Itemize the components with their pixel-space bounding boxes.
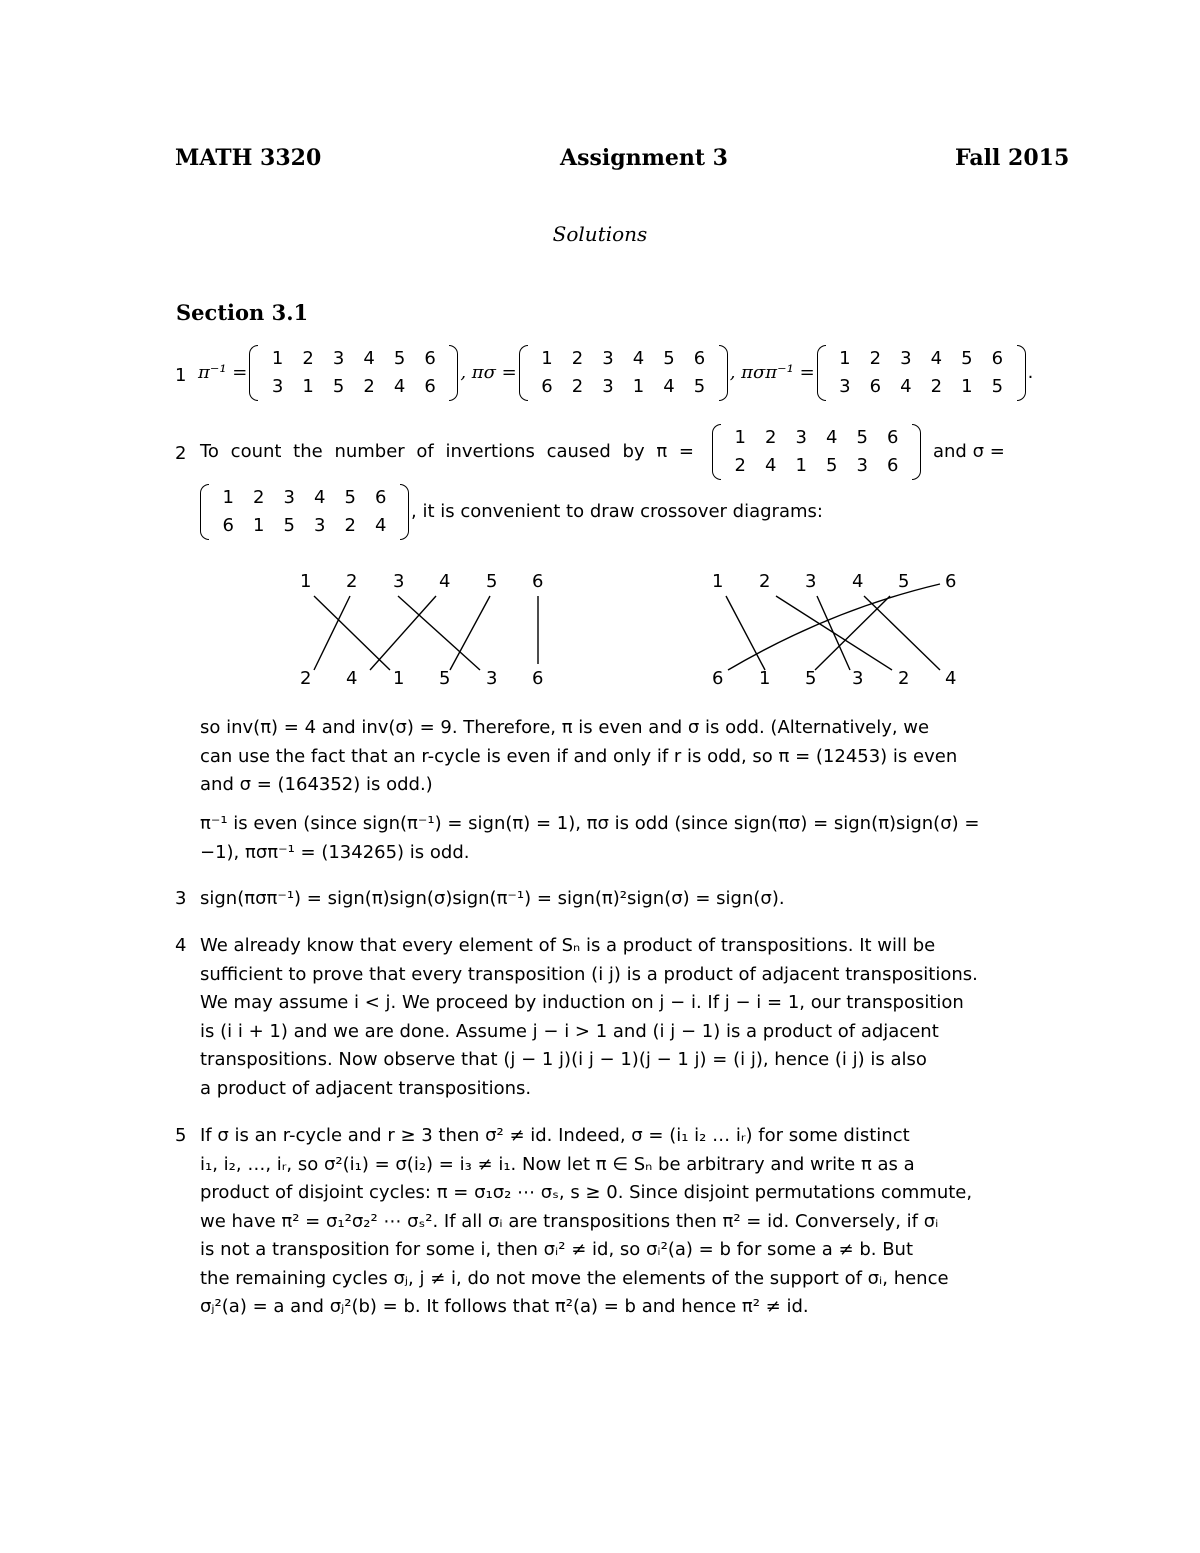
- matrix-row: 6 1 5 3 2 4: [222, 515, 387, 536]
- matrix-row: 1 2 3 4 5 6: [541, 348, 706, 369]
- text-line: −1), πσπ⁻¹ = (134265) is odd.: [200, 841, 470, 863]
- matrix-row: 1 2 3 4 5 6: [734, 427, 899, 448]
- diagram-sigma: [712, 571, 956, 689]
- p1-lhs2: , πσ =: [460, 361, 517, 383]
- diagram-pi-bottom-label: 2: [300, 668, 312, 689]
- text-line: σⱼ²(a) = a and σⱼ²(b) = b. It follows that π²(a) = b and hence π² ≠ id.: [200, 1296, 809, 1317]
- course-code: MATH 3320: [175, 145, 322, 171]
- diagram-sigma-top-label: 4: [852, 571, 864, 592]
- text-line: π⁻¹ is even (since sign(π⁻¹) = sign(π) = 1), πσ is odd (since sign(πσ) = sign(π)sign(σ) =: [200, 813, 980, 834]
- diagram-sigma-bottom-label: 6: [712, 668, 724, 689]
- text-line: transpositions. Now observe that (j − 1 j)(i j − 1)(j − 1 j) = (i j), hence (i j) is also: [200, 1049, 927, 1070]
- matrix-pi-inverse: [249, 345, 458, 401]
- text-line: If σ is an r-cycle and r ≥ 3 then σ² ≠ id. Indeed, σ = (i₁ i₂ … iᵣ) for some distinct: [200, 1125, 910, 1146]
- text-line: the remaining cycles σⱼ, j ≠ i, do not move the elements of the support of σᵢ, hence: [200, 1267, 949, 1289]
- diagram-pi-top-label: 5: [486, 571, 498, 592]
- crossing-line: [817, 596, 850, 670]
- assignment-title: Assignment 3: [560, 145, 728, 171]
- p2-and: and σ =: [932, 440, 1005, 462]
- p2-intro: To count the number of invertions caused by π =: [200, 440, 694, 462]
- section-heading: Section 3.1: [176, 300, 309, 325]
- text-line: we have π² = σ₁²σ₂² ⋯ σₛ². If all σᵢ are transpositions then π² = id. Conversely, if σᵢ: [200, 1210, 939, 1232]
- diagram-pi-bottom-label: 5: [439, 668, 451, 689]
- matrix-row: 3 6 4 2 1 5: [839, 376, 1004, 397]
- crossing-line: [815, 596, 890, 670]
- p2-after: , it is convenient to draw crossover diagrams:: [411, 500, 823, 522]
- diagram-sigma-bottom-label: 2: [898, 668, 910, 689]
- p1-end: .: [1027, 361, 1034, 383]
- diagram-pi-top-label: 1: [300, 571, 312, 592]
- diagram-sigma-top-label: 2: [759, 571, 771, 592]
- text-line: is (i i + 1) and we are done. Assume j − i > 1 and (i j − 1) is a product of adjacent: [200, 1020, 939, 1042]
- crossing-line: [728, 584, 940, 670]
- text-line: We may assume i < j. We proceed by induction on j − i. If j − i = 1, our transposition: [200, 992, 964, 1013]
- matrix-row: 1 2 3 4 5 6: [222, 487, 387, 508]
- crossing-line: [314, 596, 390, 670]
- matrix-row: 2 4 1 5 3 6: [734, 455, 899, 476]
- text-line: is not a transposition for some i, then σᵢ² ≠ id, so σᵢ²(a) = b for some a ≠ b. But: [200, 1239, 914, 1260]
- diagram-pi-bottom-label: 1: [393, 668, 405, 689]
- problem-5: [200, 1122, 1080, 1322]
- diagram-sigma-bottom-label: 4: [945, 668, 957, 689]
- diagram-pi-bottom-label: 3: [486, 668, 498, 689]
- diagram-pi-top-label: 3: [393, 571, 405, 592]
- diagram-pi-bottom-label: 4: [346, 668, 358, 689]
- problem-number-5: 5: [175, 1125, 187, 1146]
- problem-number-1: 1: [175, 365, 187, 386]
- text-line: can use the fact that an r-cycle is even if and only if r is odd, so π = (12453) is even: [200, 745, 958, 767]
- problem-number-4: 4: [175, 935, 187, 956]
- text-line: so inv(π) = 4 and inv(σ) = 9. Therefore, π is even and σ is odd. (Alternatively, we: [200, 717, 930, 738]
- problem-2-line2: [200, 484, 823, 540]
- term: Fall 2015: [955, 145, 1070, 171]
- crossing-line: [726, 596, 765, 670]
- diagram-sigma-bottom-label: 3: [852, 668, 864, 689]
- subtitle: Solutions: [552, 222, 648, 246]
- diagram-sigma-bottom-label: 5: [805, 668, 817, 689]
- p1-lhs1: π⁻¹ =: [198, 361, 248, 383]
- problem-number-3: 3: [175, 888, 187, 909]
- crossing-line: [450, 596, 490, 670]
- diagram-pi-top-label: 4: [439, 571, 451, 592]
- matrix-pi: [712, 424, 921, 480]
- problem-number-2: 2: [175, 443, 187, 464]
- matrix-row: 1 2 3 4 5 6: [839, 348, 1004, 369]
- diagram-pi: [300, 571, 543, 689]
- diagram-sigma-top-label: 1: [712, 571, 724, 592]
- matrix-row: 6 2 3 1 4 5: [541, 376, 706, 397]
- text-line: and σ = (164352) is odd.): [200, 774, 433, 795]
- problem-4: [200, 932, 1080, 1103]
- diagram-sigma-bottom-label: 1: [759, 668, 771, 689]
- matrix-row: 3 1 5 2 4 6: [271, 376, 436, 397]
- text-line: We already know that every element of Sₙ is a product of transpositions. It will be: [200, 935, 936, 956]
- problem-2-paragraph-2: [200, 810, 1080, 867]
- matrix-sigma: [200, 484, 409, 540]
- crossing-line: [314, 596, 350, 670]
- text-line: i₁, i₂, …, iᵣ, so σ²(i₁) = σ(i₂) = i₃ ≠ i₁. Now let π ∈ Sₙ be arbitrary and write π as a: [200, 1153, 915, 1175]
- diagram-pi-top-label: 2: [346, 571, 358, 592]
- diagram-pi-top-label: 6: [532, 571, 544, 592]
- text-line: product of disjoint cycles: π = σ₁σ₂ ⋯ σₛ, s ≥ 0. Since disjoint permutations commute,: [200, 1182, 973, 1203]
- p1-lhs3: , πσπ⁻¹ =: [729, 361, 815, 383]
- text-line: sufficient to prove that every transposition (i j) is a product of adjacent transpositions.: [200, 963, 978, 985]
- crossover-diagrams: [0, 560, 1200, 700]
- problem-3: sign(πσπ⁻¹) = sign(π)sign(σ)sign(π⁻¹) = sign(π)²sign(σ) = sign(σ).: [200, 888, 785, 909]
- problem-1: [198, 345, 1033, 401]
- matrix-pi-sigma: [519, 345, 728, 401]
- problem-2-line1: [200, 424, 1060, 480]
- crossing-line: [398, 596, 480, 670]
- crossing-line: [370, 596, 436, 670]
- diagram-pi-bottom-label: 6: [532, 668, 544, 689]
- diagram-sigma-top-label: 5: [898, 571, 910, 592]
- diagram-sigma-top-label: 3: [805, 571, 817, 592]
- matrix-row: 1 2 3 4 5 6: [271, 348, 436, 369]
- problem-2-paragraph-1: [200, 714, 1080, 800]
- text-line: a product of adjacent transpositions.: [200, 1077, 532, 1099]
- diagram-sigma-top-label: 6: [945, 571, 957, 592]
- matrix-pi-sigma-pi-inverse: [817, 345, 1026, 401]
